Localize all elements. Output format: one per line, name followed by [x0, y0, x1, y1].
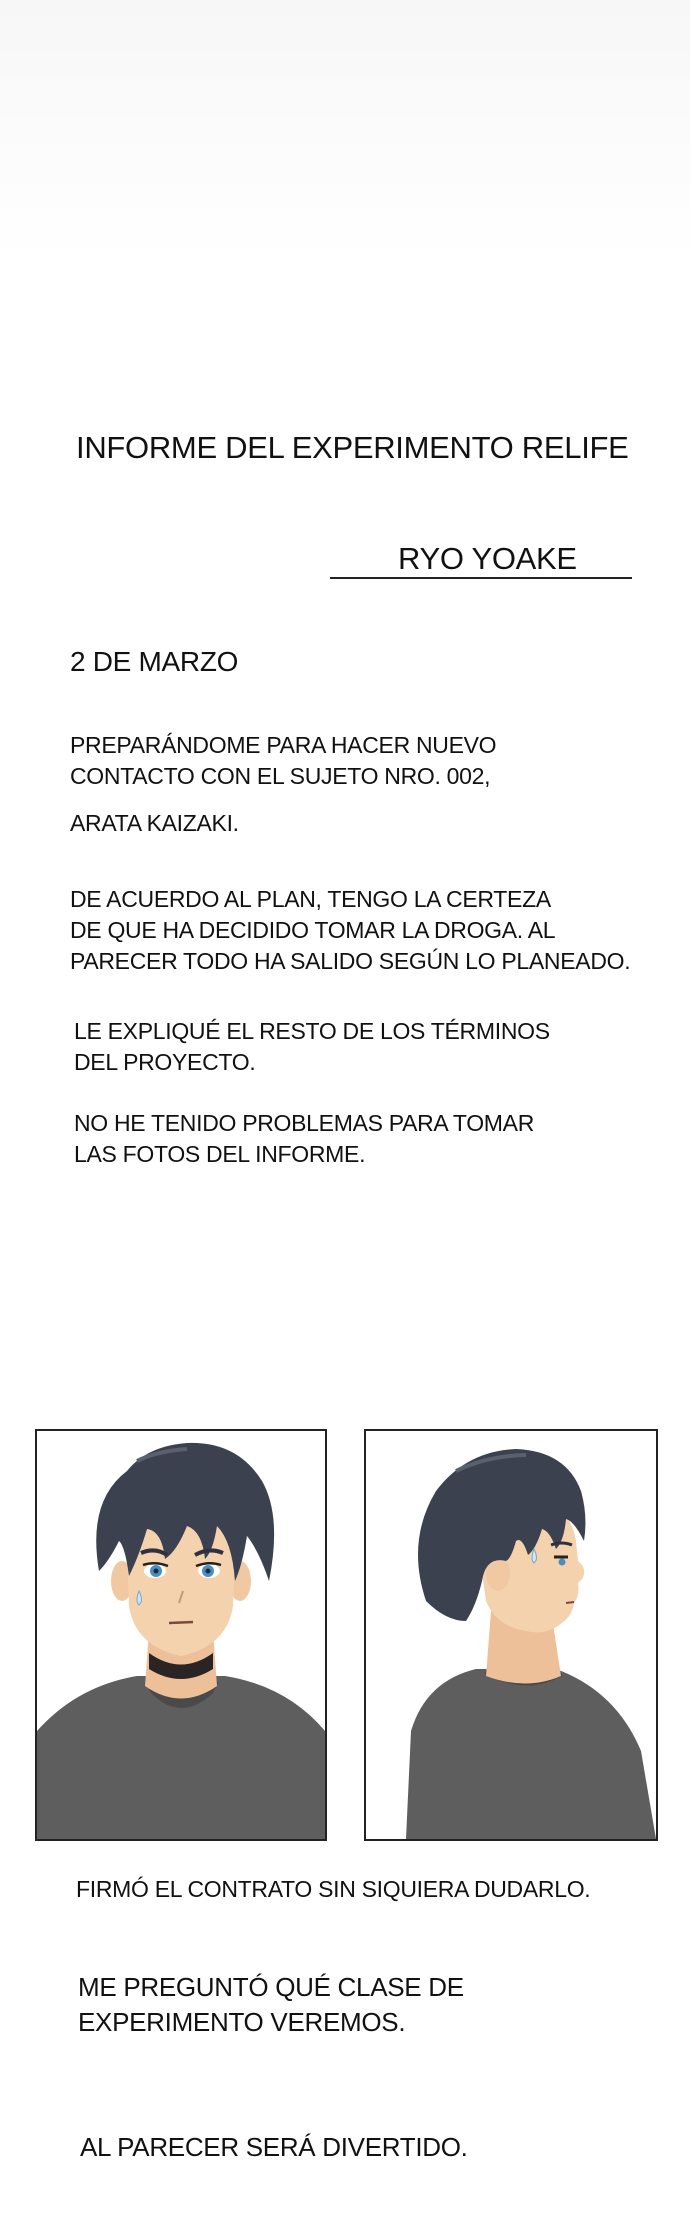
caption: ME PREGUNTÓ QUÉ CLASE DE EXPERIMENTO VEREMOS.	[78, 1972, 464, 2037]
caption: AL PARECER SERÁ DIVERTIDO.	[80, 2132, 468, 2162]
subject-side-photo	[364, 1429, 658, 1841]
subject-front-portrait-icon	[37, 1431, 325, 1839]
report-date: 2 DE MARZO	[70, 646, 239, 677]
report-title: INFORME DEL EXPERIMENTO RELIFE	[76, 430, 629, 465]
subject-profile-portrait-icon	[366, 1431, 656, 1839]
report-paragraph: ARATA KAIZAKI.	[70, 810, 239, 836]
report-paragraph: PREPARÁNDOME PARA HACER NUEVO CONTACTO CON EL SUJETO NRO. 002,	[70, 732, 497, 789]
caption: FIRMÓ EL CONTRATO SIN SIQUIERA DUDARLO.	[76, 1876, 591, 1902]
report-paragraph: DE ACUERDO AL PLAN, TENGO LA CERTEZA DE QUE HA DECIDIDO TOMAR LA DROGA. AL PARECER TODO HA SALIDO SEGÚN LO PLANEADO.	[70, 886, 631, 974]
report-paragraph: NO HE TENIDO PROBLEMAS PARA TOMAR LAS FOTOS DEL INFORME.	[74, 1110, 535, 1167]
report-paragraph: LE EXPLIQUÉ EL RESTO DE LOS TÉRMINOS DEL PROYECTO.	[74, 1018, 550, 1075]
subject-front-photo	[35, 1429, 327, 1841]
author-underline	[330, 577, 632, 579]
report-author: RYO YOAKE	[398, 541, 577, 576]
